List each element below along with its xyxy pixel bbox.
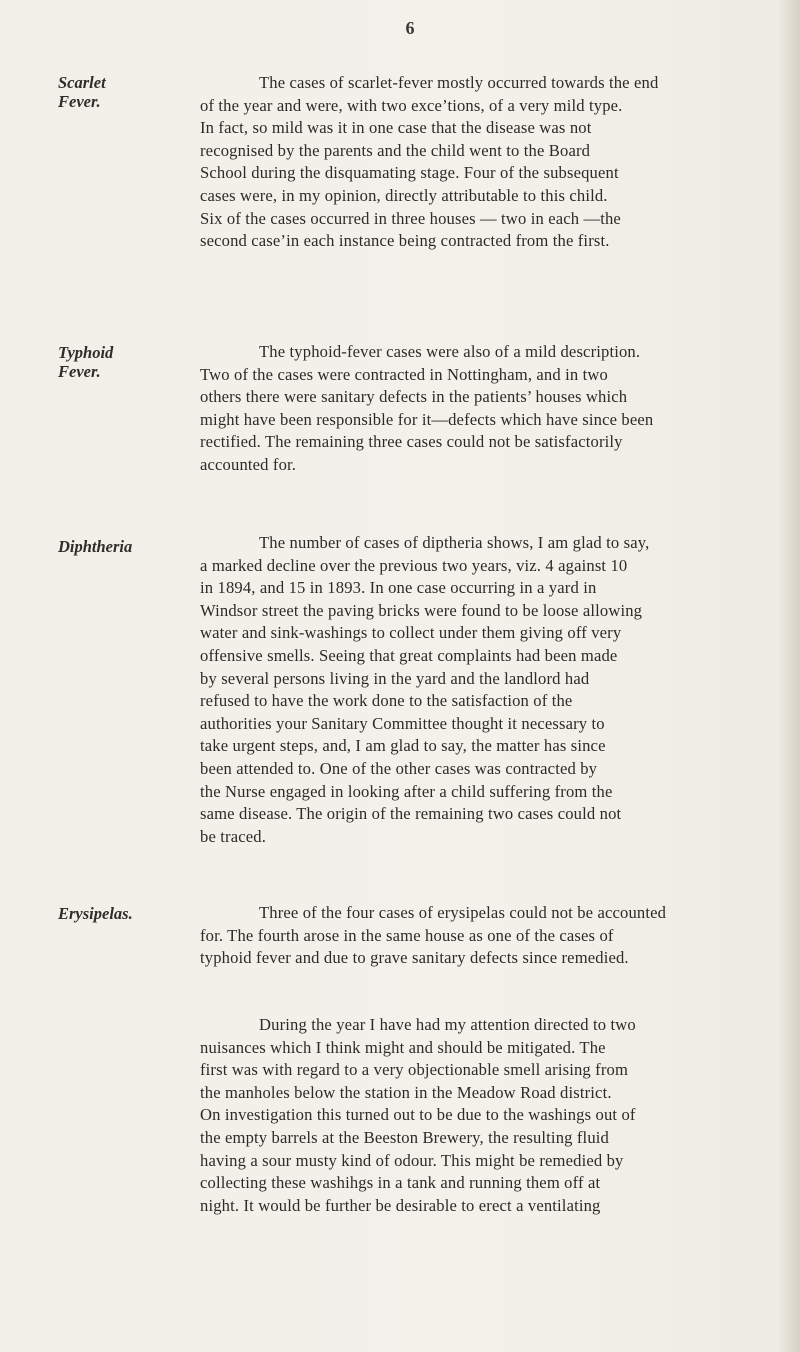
text-line: Two of the cases were contracted in Nottingham, and in two xyxy=(200,364,608,384)
text-line: accounted for. xyxy=(200,454,297,474)
text-line: authorities your Sanitary Committee thought it necessary to xyxy=(200,713,605,733)
text-line: of the year and were, with two exce’tions, of a very mild type. xyxy=(200,95,623,115)
paragraph-diphtheria xyxy=(200,532,765,848)
text-line: the manholes below the station in the Meadow Road district. xyxy=(200,1082,612,1102)
text-line: Windsor street the paving bricks were found to be loose allowing xyxy=(200,600,643,620)
text-line: School during the disquamating stage. Four of the subsequent xyxy=(200,163,619,183)
text-line: In fact, so mild was it in one case that the disease was not xyxy=(200,118,592,138)
text-line: be traced. xyxy=(200,826,266,846)
side-label-line: Fever. xyxy=(58,92,101,111)
side-label-line: Scarlet xyxy=(58,73,106,92)
text-line: others there were sanitary defects in the patients’ houses which xyxy=(200,387,628,407)
page-edge-shadow xyxy=(778,0,800,1352)
text-line: offensive smells. Seeing that great complaints had been made xyxy=(200,645,618,665)
text-line: water and sink-washings to collect under them giving off very xyxy=(200,623,622,643)
text-line: The cases of scarlet-fever mostly occurred towards the end xyxy=(259,73,659,92)
side-label-line: Diphtheria xyxy=(58,537,133,556)
side-label-erysipelas xyxy=(58,904,138,923)
text-line: refused to have the work done to the satisfaction of the xyxy=(200,691,573,711)
text-line: nuisances which I think might and should be mitigated. The xyxy=(200,1037,606,1057)
text-line: first was with regard to a very objectionable smell arising from xyxy=(200,1060,629,1080)
text-line: for. The fourth arose in the same house as one of the cases of xyxy=(200,925,614,945)
text-line: second case’in each instance being contracted from the first. xyxy=(200,231,610,251)
text-line: recognised by the parents and the child went to the Board xyxy=(200,140,591,160)
text-line: The typhoid-fever cases were also of a mild description. xyxy=(259,342,641,361)
text-line: During the year I have had my attention directed to two xyxy=(259,1015,636,1034)
text-line: rectified. The remaining three cases could not be satisfactorily xyxy=(200,432,623,452)
text-line: in 1894, and 15 in 1893. In one case occurring in a yard in xyxy=(200,578,597,598)
text-line: On investigation this turned out to be due to the washings out of xyxy=(200,1105,636,1125)
page-number: 6 xyxy=(405,18,415,38)
paragraph-erysipelas xyxy=(200,902,765,970)
text-line: typhoid fever and due to grave sanitary defects since remedied. xyxy=(200,948,629,968)
side-label-line: Fever. xyxy=(58,362,101,381)
paragraph-scarlet-fever xyxy=(200,72,765,253)
side-label-line: Erysipelas. xyxy=(58,904,133,923)
text-line: take urgent steps, and, I am glad to say, the matter has since xyxy=(200,736,606,756)
text-line: cases were, in my opinion, directly attributable to this child. xyxy=(200,185,608,205)
text-line: Three of the four cases of erysipelas could not be accounted xyxy=(259,903,667,922)
side-label-diphtheria xyxy=(58,537,138,556)
text-line: night. It would be further be desirable to erect a ventilating xyxy=(200,1195,601,1215)
side-label-typhoid-fever xyxy=(58,343,138,381)
text-line: same disease. The origin of the remaining two cases could not xyxy=(200,804,622,824)
text-line: the Nurse engaged in looking after a child suffering from the xyxy=(200,781,613,801)
text-line: the empty barrels at the Beeston Brewery, the resulting fluid xyxy=(200,1127,609,1147)
text-line: Six of the cases occurred in three houses — two in each —the xyxy=(200,208,621,228)
side-label-scarlet-fever xyxy=(58,73,138,111)
paragraph-nuisances xyxy=(200,1014,765,1217)
text-line: having a sour musty kind of odour. This might be remedied by xyxy=(200,1150,624,1170)
text-line: a marked decline over the previous two years, viz. 4 against 10 xyxy=(200,555,628,575)
text-line: by several persons living in the yard and the landlord had xyxy=(200,668,590,688)
text-line: collecting these washihgs in a tank and running them off at xyxy=(200,1173,601,1193)
paragraph-typhoid-fever xyxy=(200,341,765,477)
side-label-line: Typhoid xyxy=(58,343,114,362)
text-line: The number of cases of diptheria shows, I am glad to say, xyxy=(259,533,650,552)
text-line: might have been responsible for it—defects which have since been xyxy=(200,409,654,429)
text-line: been attended to. One of the other cases was contracted by xyxy=(200,758,598,778)
